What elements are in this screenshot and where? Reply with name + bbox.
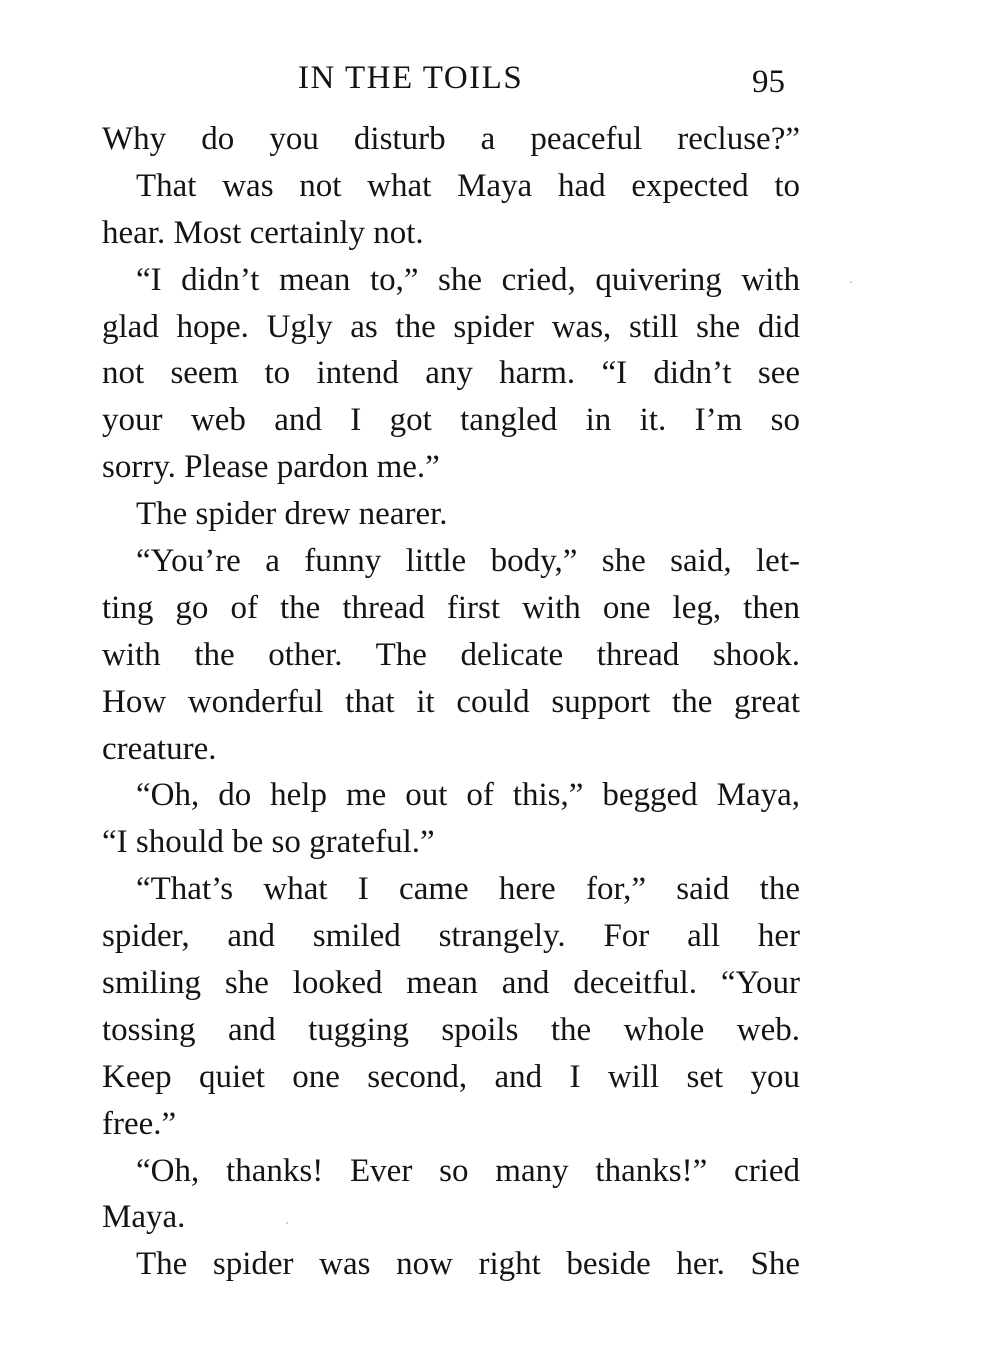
chapter-title: IN THE TOILS (298, 60, 524, 96)
text-line: How wonderful that it could support the great (102, 683, 800, 720)
text-line: The spider was now right beside her. She (136, 1246, 800, 1283)
text-line: Keep quiet one second, and I will set you (102, 1058, 800, 1095)
page-number: 95 (752, 64, 785, 100)
text-line: your web and I got tangled in it. I’m so (102, 402, 800, 439)
text-line: That was not what Maya had expected to (136, 167, 800, 204)
scan-speck (850, 281, 852, 283)
text-line: Why do you disturb a peaceful recluse?” (102, 121, 800, 157)
text-line: “Oh, thanks! Ever so many thanks!” cried (136, 1152, 800, 1189)
text-line: not seem to intend any harm. “I didn’t see (102, 355, 800, 392)
text-line: “I should be so grateful.” (102, 824, 435, 861)
text-line: glad hope. Ugly as the spider was, still she did (102, 308, 800, 345)
text-line: ting go of the thread first with one leg, then (102, 589, 800, 626)
text-line: Maya. (102, 1199, 186, 1236)
text-line: “You’re a funny little body,” she said, let- (136, 543, 800, 580)
text-line: “That’s what I came here for,” said the (136, 871, 800, 908)
text-line: hear. Most certainly not. (102, 214, 424, 251)
text-line: sorry. Please pardon me.” (102, 449, 440, 486)
text-line: spider, and smiled strangely. For all her (102, 918, 800, 955)
text-line: The spider drew nearer. (136, 496, 448, 533)
text-line: “Oh, do help me out of this,” begged Maya, (136, 777, 800, 814)
text-line: with the other. The delicate thread shook. (102, 636, 800, 673)
body-text (102, 116, 800, 1288)
text-line: creature. (102, 730, 217, 767)
text-line: “I didn’t mean to,” she cried, quivering with (136, 261, 800, 298)
running-head (0, 56, 1000, 100)
text-line: tossing and tugging spoils the whole web. (102, 1011, 800, 1048)
text-line: smiling she looked mean and deceitful. “Your (102, 965, 800, 1002)
scan-speck (286, 1222, 288, 1224)
text-line: free.” (102, 1105, 177, 1142)
